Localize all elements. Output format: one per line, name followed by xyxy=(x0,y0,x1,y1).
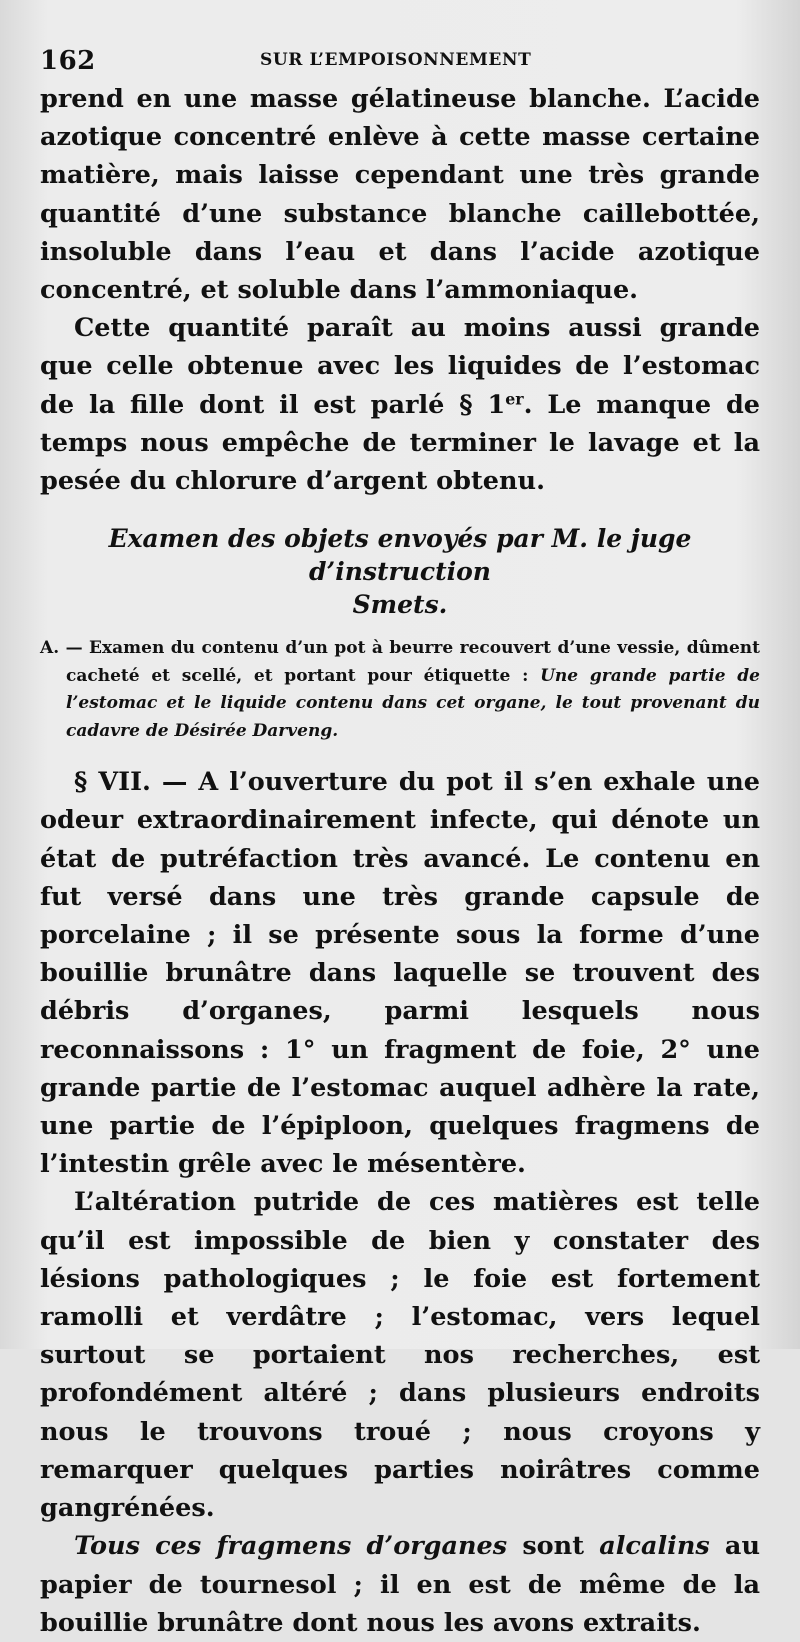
section-heading-line1: Examen des objets envoyés par M. le juge d’instruction xyxy=(108,524,692,587)
page-number: 162 xyxy=(40,46,96,76)
page-header xyxy=(40,40,760,80)
item-note-text: A. — Examen du contenu d’un pot à beurre recouvert d’une vessie, dûment cacheté et scellé, et portant pour étiquette : xyxy=(40,638,760,686)
paragraph-alteration: L’altération putride de ces matières est telle qu’il est impossible de bien y constater des lésions pathologiques ; le foie est fortement ramolli et verdâtre ; l’estomac, vers lequel surtout se portaient nos recherches, est profondément altéré ; dans plusieurs endroits nous le trouvons troué ; nous croyons y remarquer quelques parties noirâtres comme gangrénées. xyxy=(40,1187,760,1524)
section-heading-line2: Smets. xyxy=(352,590,448,620)
superscript-er: er xyxy=(505,388,524,408)
item-note xyxy=(40,635,760,745)
alkaline-rest: au papier de tournesol ; il en est de même de la bouillie brunâtre dont nous les avons extraits. xyxy=(40,1531,760,1638)
paragraph-comparison xyxy=(40,309,760,500)
paragraph-comparison-text: Cette quantité paraît au moins aussi grande que celle obtenue avec les liquides de l’estomac de la fille dont il est parlé § 1 xyxy=(40,313,760,420)
alkaline-mid: sont xyxy=(507,1531,600,1562)
section-heading xyxy=(40,522,760,621)
paragraph-section-vii: § VII. — A l’ouverture du pot il s’en exhale une odeur extraordinairement infecte, qui dénote un état de putréfaction très avancé. Le contenu en fut versé dans une très grande capsule de porcelaine ; il se présente sous la forme d’une bouillie brunâtre dans laquelle se trouvent des débris d’organes, parmi lesquels nous reconnaissons : 1° un fragment de foie, 2° une grande partie de l’estomac auquel adhère la rate, une partie de l’épiploon, quelques fragmens de l’intestin grêle avec le mésentère. xyxy=(40,767,760,1180)
paragraph-continuation: prend en une masse gélatineuse blanche. L’acide azotique concentré enlève à cette masse certaine matière, mais laisse cependant une très grande quantité d’une substance blanche caillebottée, insoluble dans l’eau et dans l’acide azotique concentré, et soluble dans l’ammoniaque. xyxy=(40,84,760,306)
item-note-label: Une grande partie de l’estomac et le liquide contenu dans cet organe, le tout provenant du cadavre de Désirée Darveng. xyxy=(66,665,760,741)
paragraph-alkaline xyxy=(40,1527,760,1642)
paragraph-comparison-end: . Le manque de temps nous empêche de terminer le lavage et la pesée du chlorure d’argent obtenu. xyxy=(40,389,760,497)
running-head: SUR L’EMPOISONNEMENT xyxy=(260,50,532,70)
alkaline-italic-1: Tous ces fragmens d’organes xyxy=(74,1531,508,1562)
alkaline-italic-2: alcalins xyxy=(599,1531,710,1562)
